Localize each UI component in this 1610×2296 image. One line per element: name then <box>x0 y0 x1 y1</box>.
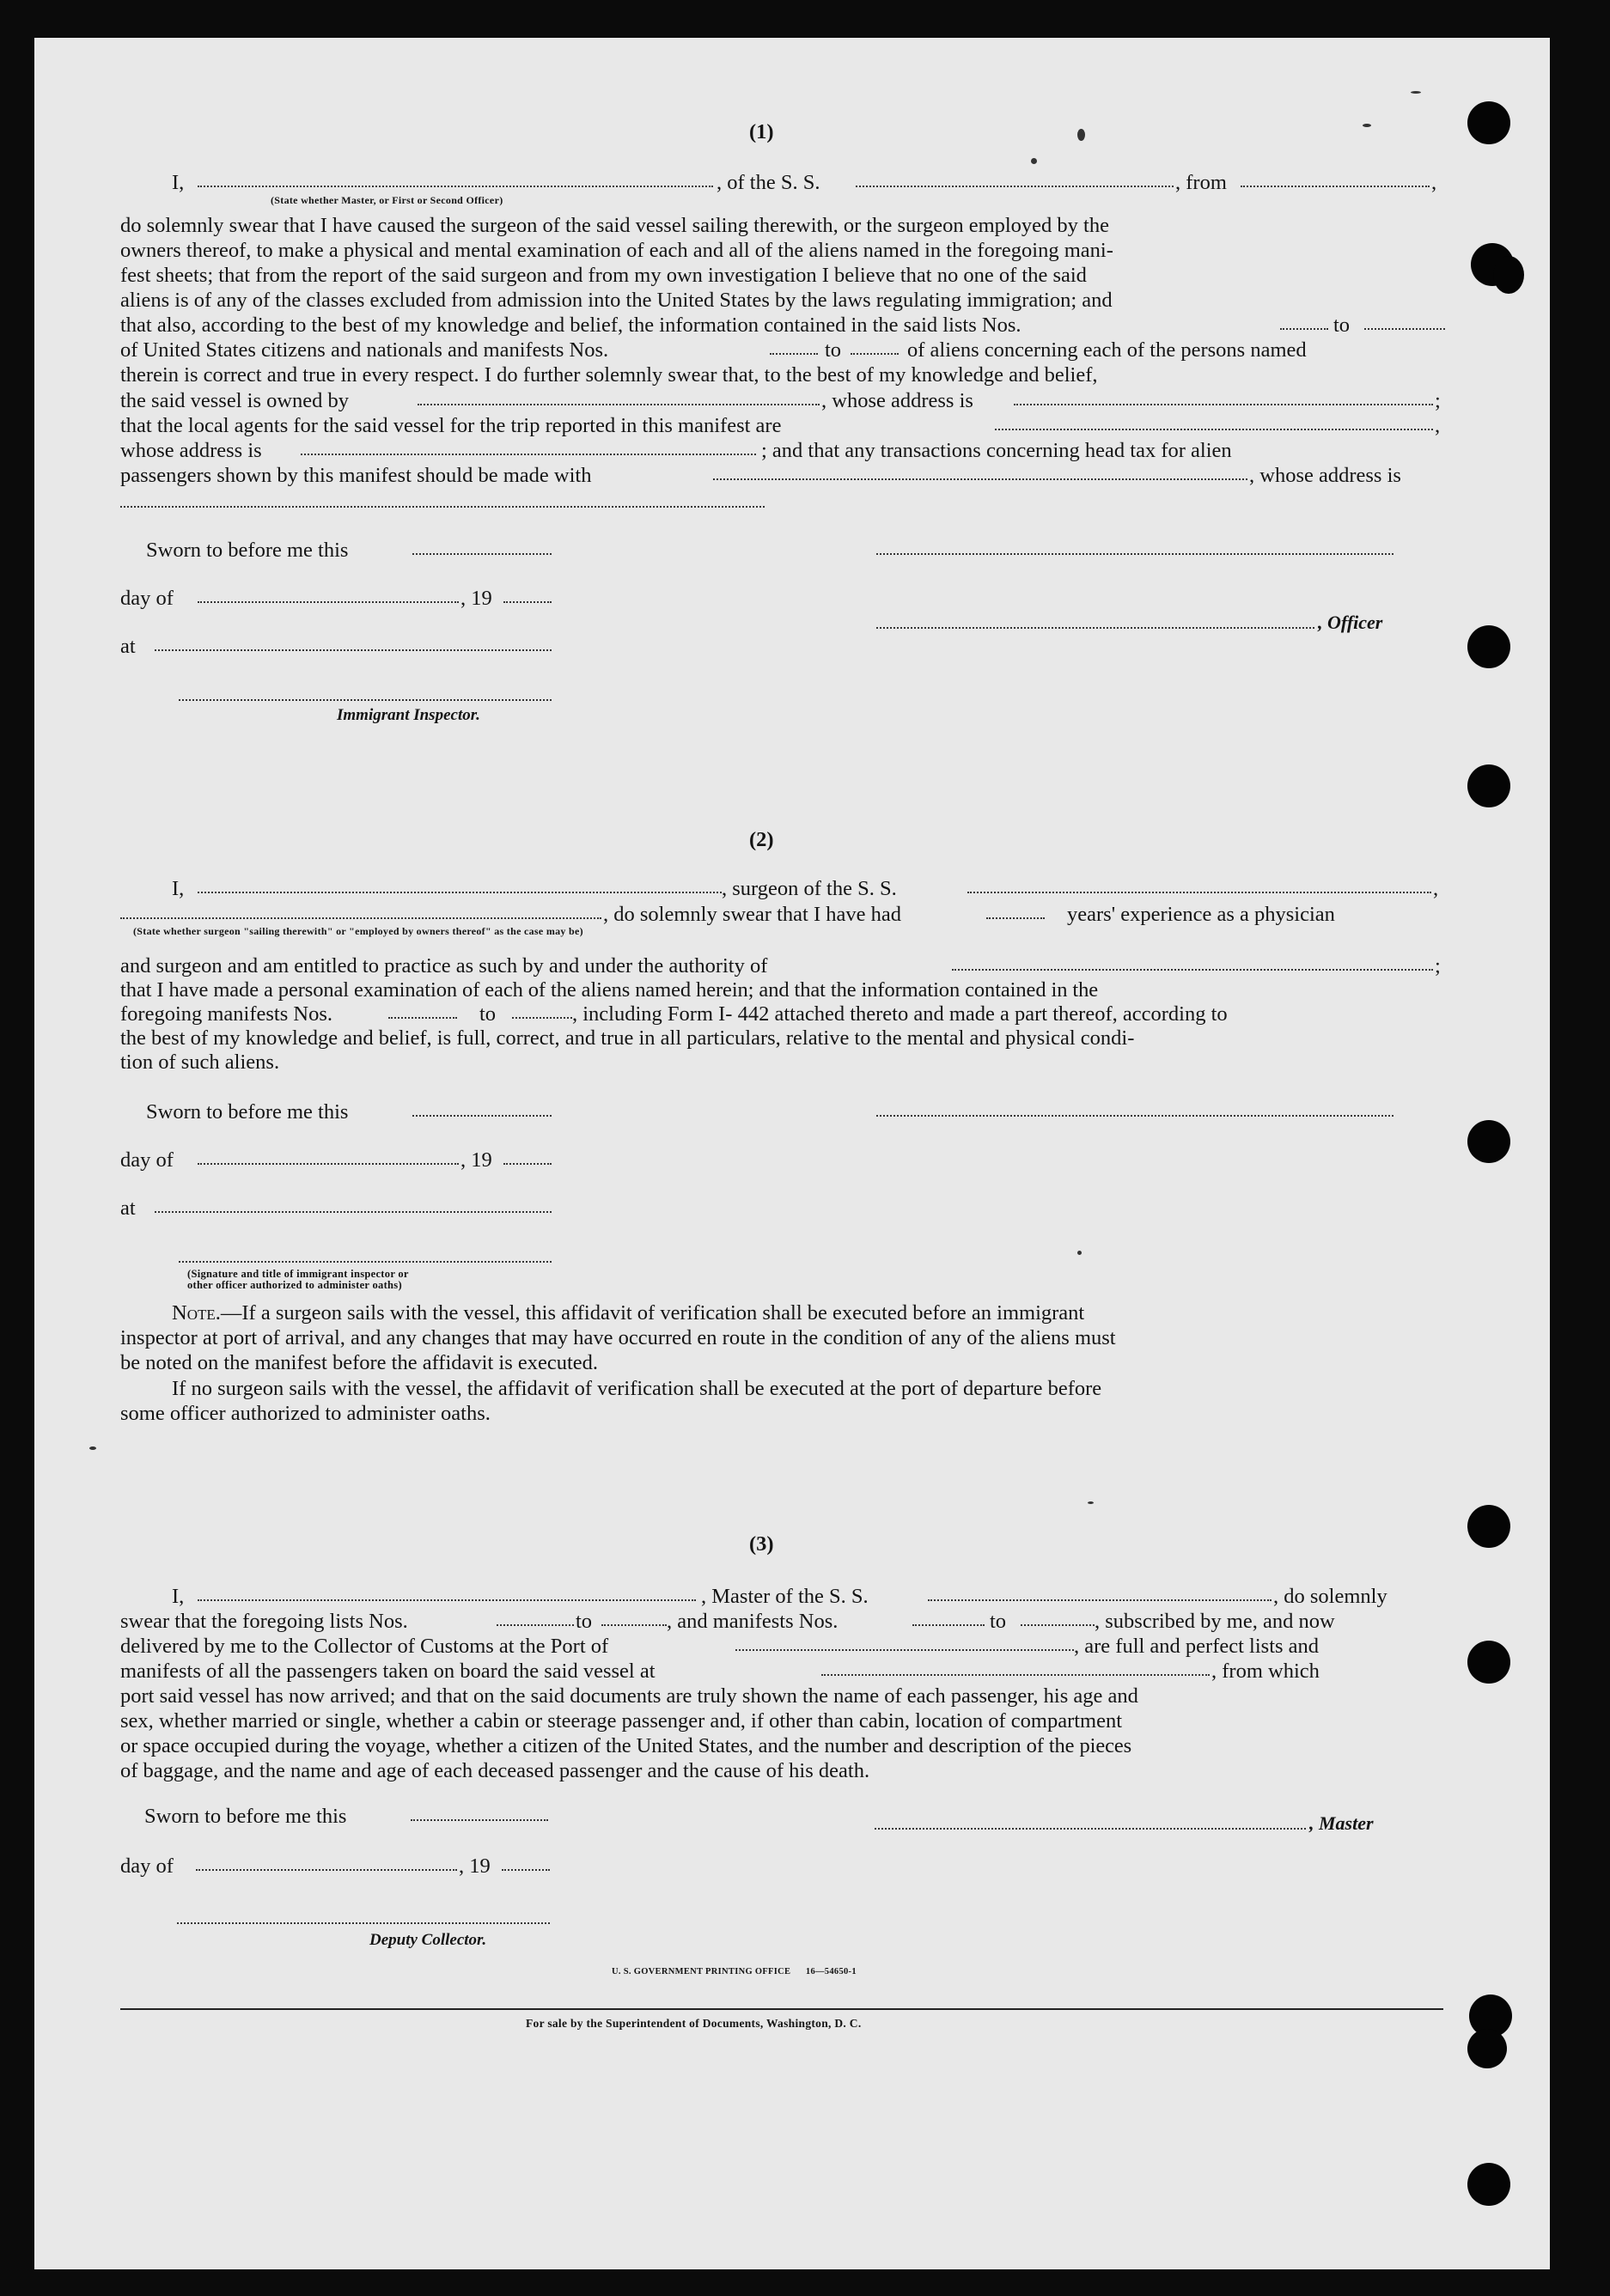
punch-hole <box>1467 1120 1510 1163</box>
s1-officer-line[interactable] <box>876 627 1314 629</box>
s1-ship-field[interactable] <box>856 186 1174 187</box>
gpo-imprint: U. S. GOVERNMENT PRINTING OFFICE 16—54650-1 <box>612 1967 857 1976</box>
punch-hole <box>1467 2163 1510 2206</box>
scan-speck <box>1363 124 1371 127</box>
s1-at-field[interactable] <box>155 649 552 651</box>
s3-sworn-day-field[interactable] <box>411 1819 548 1821</box>
s1-name-field[interactable] <box>198 186 713 187</box>
s1-agents-field[interactable] <box>995 429 1433 430</box>
s1-officer-note: (State whether Master, or First or Second Officer) <box>271 194 503 206</box>
punch-hole <box>1467 1505 1510 1548</box>
s2-manifests-from-field[interactable] <box>388 1017 457 1019</box>
s3-ship-field[interactable] <box>928 1599 1272 1601</box>
s1-month-field[interactable] <box>198 601 459 603</box>
punch-hole <box>1467 101 1510 144</box>
s2-signature-title-line[interactable] <box>179 1261 552 1263</box>
s2-at-field[interactable] <box>155 1211 552 1213</box>
scan-speck <box>1088 1501 1094 1504</box>
s2-manifests-to-field[interactable] <box>512 1017 572 1019</box>
s3-lists-to-field[interactable] <box>601 1624 667 1626</box>
punch-hole <box>1467 1641 1510 1684</box>
s1-body: do solemnly swear that I have caused the surgeon of the said vessel sailing therewith, or the surgeon employed by the owners thereof, to make a physical and mental examination of each and all of the aliens named in the foregoing mani- fest sheets; that from the report of the said surgeon and from my own investigation I believe that no one of the said aliens is of any of the classes excluded from admission into the United States by the laws regulating immigration; and <box>120 214 1113 312</box>
s2-surgeon-note: (State whether surgeon "sailing therewith" or "employed by owners thereof" as the case may be) <box>133 925 583 937</box>
s1-from: , from <box>1175 171 1227 194</box>
punch-hole <box>1467 764 1510 807</box>
s1-sworn-day-field[interactable] <box>412 553 552 555</box>
s3-lists-from-field[interactable] <box>497 1624 574 1626</box>
s1-officer-label: , Officer <box>1318 612 1383 633</box>
s1-signature-line[interactable] <box>876 553 1394 555</box>
s1-owner-address-field[interactable] <box>1014 404 1433 405</box>
s1-of-ss: , of the S. S. <box>717 171 820 194</box>
s2-note-label: Note. <box>172 1301 221 1325</box>
s1-i: I, <box>172 171 185 194</box>
punch-hole <box>1467 625 1510 668</box>
s3-master-label: , Master <box>1309 1812 1374 1834</box>
form-page: (1) I, , of the S. S. , from , (State whether Master, or First or Second Officer) do solemnly swear that I have caused the surgeon of the said vessel sailing therewith, or the surgeon employed by the owners thereof, to make a physical and mental examination of each and all of the aliens named in the foregoing mani- fest sheets; that from the report of the said surgeon and from my own investigation I believe that no one of the said aliens is of any of the classes excluded from admission into the United States by the laws regulating immigration; and that also, according to the best of my knowledge and belief, the information contained in the said lists Nos. to of United States citizens and nationals and manifests Nos. to of aliens concerning each of the persons named therein is correct and true in every respect. I do further solemnly swear that, to the best of my knowledge and belief, the said vessel is owned by , whose address is ; that the local agents for the said vessel for the trip reported in this manifest are , whose address is ; and that any transactions concerning head tax for alien passengers shown by this manifest should be made with , whose address is Sworn to before me this day of , 19 , Officer at Immigrant Inspector. (2) I, , surgeon of the S. S. , , do solemnly swear that I have had years' experience as a physician (State whether surgeon "sailing therewith" or "employed by owners thereof" as the case may be) and surgeon and am entitled to practice as such by and under the authority of ; that I have made a personal examination of each of the aliens named herein; and that the information contained in the foregoing manifests Nos. to , including Form I- 442 attached thereto and made a part thereof, according to the best of my knowledge and belief, is full, correct, and true in all particulars, relative to the mental and physical condi- tion of such aliens. Sworn to before me this day of , 19 at (Signature and title of immigrant inspector or other officer authorized to administer oaths) Note.—If a surgeon sails with the vessel, this affidavit of verification shall be executed before an immigrant inspector at port of arrival, and any changes that may have occurred en route in the condition of any of the aliens must be noted on the manifest before the affidavit is executed. If no surgeon sails with the vessel, the affidavit of verification shall be executed at the port of departure before some officer authorized to administer oaths. (3) I, , Master of the S. S. , do solemnly swear that the foregoing lists Nos. to , and manifests Nos. to , subscribed by me, and now delivered by me to the Collector of Customs at the Port of , are full and perfect lists and manifests of all the passengers taken on board the said vessel at , from which port said vessel has now arrived; and that on the said documents are truly shown the name of each passenger, his age and sex, whether married or single, whether a cabin or steerage passenger and, if other than cabin, location of compartment or space occupied during the voyage, whether a citizen of the United States, and the number and description of the pieces of baggage, and the name and age of each deceased passenger and the cause of his death. Sworn to before me this , Master day of , 19 Deputy Collector. U. S. GOVERNMENT PRINTING OFFICE 16—54650-1 For sale by the Superintendent of Documents, Washington, D. C. <box>34 38 1550 2269</box>
s3-manifests-to-field[interactable] <box>1021 1624 1095 1626</box>
s1-manifests-from-field[interactable] <box>770 353 818 355</box>
sale-note: For sale by the Superintendent of Documents, Washington, D. C. <box>526 2017 862 2030</box>
s1-headtax-field[interactable] <box>713 478 1247 480</box>
s1-year-field[interactable] <box>503 601 552 603</box>
s1-lists-from-field[interactable] <box>1280 328 1328 330</box>
s3-sworn: Sworn to before me this <box>144 1805 347 1828</box>
s1-inspector-label: Immigrant Inspector. <box>337 706 480 724</box>
s3-month-field[interactable] <box>196 1869 457 1871</box>
s1-manifests-to-field[interactable] <box>851 353 899 355</box>
s1-lists-to-field[interactable] <box>1364 328 1445 330</box>
s3-year-field[interactable] <box>502 1869 550 1871</box>
punch-hole <box>1493 256 1524 294</box>
s1-from-field[interactable] <box>1241 186 1430 187</box>
scan-speck <box>1077 129 1085 141</box>
s2-sworn: Sworn to before me this <box>146 1100 349 1124</box>
footer-rule <box>120 2008 1443 2010</box>
s2-name-field[interactable] <box>198 892 722 893</box>
s3-collector-label: Deputy Collector. <box>369 1931 487 1949</box>
s2-sworn-day-field[interactable] <box>412 1115 552 1117</box>
s1-inspector-line[interactable] <box>179 699 552 701</box>
s2-month-field[interactable] <box>198 1163 459 1165</box>
s1-headtax-address-field[interactable] <box>120 506 765 508</box>
s3-boarded-at-field[interactable] <box>821 1674 1210 1676</box>
s2-surgeon-type-field[interactable] <box>120 917 601 919</box>
s1-agents-address-field[interactable] <box>301 454 756 455</box>
s3-master-signature-line[interactable] <box>875 1828 1306 1830</box>
scan-speck <box>89 1446 96 1450</box>
s3-master-name-field[interactable] <box>198 1599 696 1601</box>
s1-owner-field[interactable] <box>418 404 820 405</box>
s2-authority-field[interactable] <box>952 969 1433 971</box>
s3-port-field[interactable] <box>735 1649 1074 1651</box>
s2-note: Note.—If a surgeon sails with the vessel, this affidavit of verification shall be executed before an immigrant <box>172 1301 1085 1325</box>
section-1-number: (1) <box>749 120 774 143</box>
s3-manifests-from-field[interactable] <box>912 1624 985 1626</box>
s2-years-field[interactable] <box>986 917 1045 919</box>
s2-year-field[interactable] <box>503 1163 552 1165</box>
section-2-number: (2) <box>749 828 774 851</box>
scan-speck <box>1411 91 1421 94</box>
s2-signature-line[interactable] <box>876 1115 1394 1117</box>
s1-sworn: Sworn to before me this <box>146 539 349 562</box>
scan-speck <box>1031 158 1037 164</box>
s3-collector-line[interactable] <box>177 1922 550 1924</box>
punch-hole <box>1467 2029 1507 2068</box>
scan-speck <box>1077 1251 1082 1255</box>
section-3-number: (3) <box>749 1532 774 1556</box>
s2-ship-field[interactable] <box>967 892 1431 893</box>
